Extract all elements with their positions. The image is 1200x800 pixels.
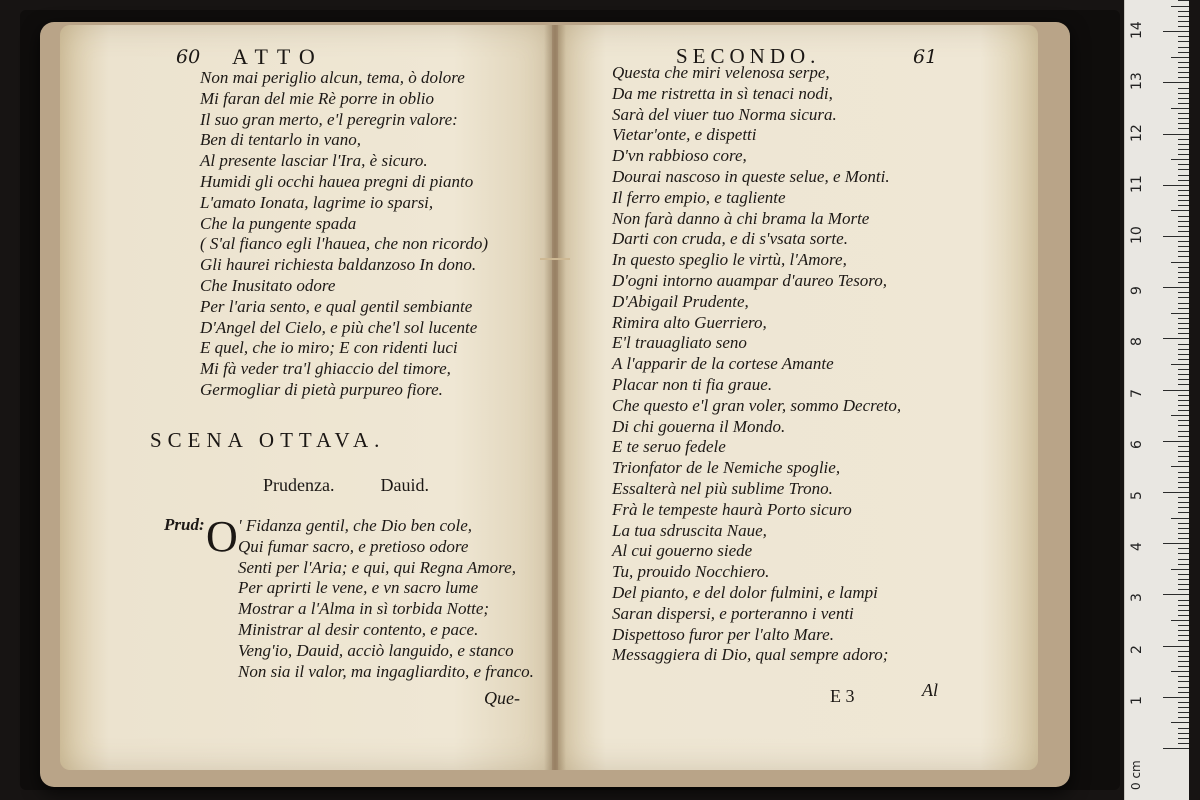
ruler-number: 6: [1129, 439, 1145, 449]
ruler-tick: [1178, 16, 1189, 17]
ruler-tick: [1178, 461, 1189, 462]
ruler-tick: [1178, 630, 1189, 631]
ruler-tick: [1178, 656, 1189, 657]
ruler-unit-label: 0 cm: [1129, 760, 1143, 790]
ruler-tick: [1178, 77, 1189, 78]
character-list: [263, 475, 429, 496]
ruler-tick: [1178, 282, 1189, 283]
ruler-tick: [1178, 743, 1189, 744]
ruler-tick: [1178, 405, 1189, 406]
ruler-tick: [1178, 425, 1189, 426]
ruler-tick: [1178, 359, 1189, 360]
ruler-number: 8: [1129, 337, 1145, 347]
measurement-ruler: [1124, 0, 1189, 800]
verse-line: Il ferro empio, e tagliente: [612, 187, 786, 207]
ruler-number: 1: [1129, 695, 1145, 705]
ruler-tick: [1178, 666, 1189, 667]
verse-line: Sarà del viuer tuo Norma sicura.: [612, 104, 837, 124]
ruler-tick: [1178, 26, 1189, 27]
ruler-tick: [1171, 620, 1189, 621]
ruler-tick: [1178, 169, 1189, 170]
ruler-number: 12: [1129, 123, 1145, 142]
ruler-tick: [1163, 185, 1189, 186]
ruler-tick: [1178, 692, 1189, 693]
verse-line: Dourai nascoso in queste selue, e Monti.: [612, 166, 890, 186]
ruler-tick: [1178, 615, 1189, 616]
ruler-number: 4: [1129, 542, 1145, 552]
verse-line: Frà le tempeste haurà Porto sicuro: [612, 499, 852, 519]
ruler-tick: [1178, 154, 1189, 155]
verse-line: Di chi gouerna il Mondo.: [612, 416, 786, 436]
left-page-number: 60: [176, 46, 201, 68]
verse-line: Al presente lasciar l'Ira, è sicuro.: [200, 151, 428, 171]
ruler-tick: [1178, 712, 1189, 713]
ruler-tick: [1163, 697, 1189, 698]
ruler-tick: [1178, 538, 1189, 539]
ruler-tick: [1178, 579, 1189, 580]
ruler-tick: [1171, 108, 1189, 109]
verse-line: Che la pungente spada: [200, 213, 357, 233]
ruler-tick: [1178, 564, 1189, 565]
ruler-tick: [1178, 251, 1189, 252]
ruler-tick: [1171, 518, 1189, 519]
ruler-tick: [1178, 687, 1189, 688]
scene-title: SCENA OTTAVA.: [150, 428, 386, 452]
ruler-tick: [1178, 446, 1189, 447]
ruler-tick: [1163, 543, 1189, 544]
ruler-tick: [1178, 676, 1189, 677]
ruler-tick: [1178, 610, 1189, 611]
ruler-tick: [1178, 144, 1189, 145]
verse-line: Al cui gouerno siede: [612, 541, 753, 561]
ruler-tick: [1178, 62, 1189, 63]
ruler-tick: [1178, 180, 1189, 181]
ruler-tick: [1178, 93, 1189, 94]
verse-line: Non sia il valor, ma ingagliardito, e franco.: [238, 661, 534, 681]
ruler-tick: [1178, 272, 1189, 273]
ruler-tick: [1178, 625, 1189, 626]
verse-line: Mi faran del mie Rè porre in oblio: [200, 88, 435, 108]
character-name: Prudenza.: [263, 475, 335, 495]
ruler-tick: [1178, 349, 1189, 350]
verse-line: Placar non ti fia graue.: [612, 374, 773, 394]
ruler-tick: [1171, 364, 1189, 365]
ruler-tick: [1163, 338, 1189, 339]
verse-line: E'l trauagliato seno: [612, 333, 747, 353]
ruler-tick: [1163, 748, 1189, 749]
right-page-number: 61: [913, 46, 938, 68]
ruler-tick: [1178, 333, 1189, 334]
ruler-tick: [1178, 472, 1189, 473]
ruler-tick: [1178, 507, 1189, 508]
verse-line: Senti per l'Aria; e qui, qui Regna Amore,: [238, 557, 516, 577]
ruler-tick: [1178, 139, 1189, 140]
ruler-tick: [1178, 431, 1189, 432]
verse-line: Ben di tentarlo in vano,: [200, 130, 362, 150]
verse-line: Per aprirti le vene, e vn sacro lume: [238, 578, 479, 598]
ruler-tick: [1171, 569, 1189, 570]
ruler-tick: [1178, 451, 1189, 452]
ruler-tick: [1178, 635, 1189, 636]
ruler-tick: [1178, 456, 1189, 457]
ruler-tick: [1178, 707, 1189, 708]
ruler-number: 2: [1129, 644, 1145, 654]
ruler-tick: [1178, 113, 1189, 114]
ruler-tick: [1178, 559, 1189, 560]
ruler-tick: [1178, 651, 1189, 652]
right-verse-block: [612, 63, 901, 666]
ruler-tick: [1178, 344, 1189, 345]
ruler-tick: [1178, 512, 1189, 513]
verse-line: E te seruo fedele: [612, 437, 726, 457]
ruler-tick: [1171, 6, 1189, 7]
ruler-tick: [1178, 267, 1189, 268]
ruler-tick: [1178, 231, 1189, 232]
ruler-tick: [1178, 640, 1189, 641]
left-catchword: Que-: [484, 688, 520, 708]
ruler-tick: [1178, 205, 1189, 206]
verse-line: Non farà danno à chi brama la Morte: [612, 208, 870, 228]
ruler-tick: [1178, 702, 1189, 703]
ruler-tick: [1178, 52, 1189, 53]
ruler-tick: [1178, 410, 1189, 411]
ruler-tick: [1178, 584, 1189, 585]
signature-mark: E 3: [830, 686, 855, 706]
right-catchword: Al: [922, 680, 938, 700]
verse-line: In questo speglio le virtù, l'Amore,: [612, 250, 847, 270]
ruler-tick: [1171, 466, 1189, 467]
ruler-tick: [1178, 497, 1189, 498]
ruler-tick: [1163, 134, 1189, 135]
verse-line: Humidi gli occhi hauea pregni di pianto: [200, 171, 474, 191]
ruler-tick: [1178, 98, 1189, 99]
ruler-tick: [1178, 328, 1189, 329]
ruler-number: 11: [1129, 174, 1145, 193]
ruler-tick: [1178, 11, 1189, 12]
ruler-tick: [1178, 533, 1189, 534]
ruler-tick: [1178, 241, 1189, 242]
ruler-tick: [1178, 195, 1189, 196]
verse-line: Mostrar a l'Alma in sì torbida Notte;: [238, 599, 490, 619]
character-name: Dauid.: [380, 475, 429, 495]
ruler-tick: [1178, 277, 1189, 278]
ruler-tick: [1178, 36, 1189, 37]
speech-verse-block: [238, 516, 534, 682]
ruler-tick: [1178, 72, 1189, 73]
ruler-number: 14: [1129, 21, 1145, 40]
ruler-tick: [1178, 717, 1189, 718]
ruler-tick: [1163, 594, 1189, 595]
ruler-tick: [1163, 82, 1189, 83]
binding-thread: [540, 258, 570, 260]
ruler-tick: [1178, 384, 1189, 385]
ruler-tick: [1178, 728, 1189, 729]
ruler-tick: [1163, 441, 1189, 442]
ruler-tick: [1178, 528, 1189, 529]
ruler-tick: [1178, 67, 1189, 68]
ruler-tick: [1178, 200, 1189, 201]
ruler-tick: [1178, 661, 1189, 662]
verse-line: Tu, prouido Nocchiero.: [612, 562, 770, 582]
verse-line: D'Abigail Prudente,: [612, 291, 749, 311]
verse-line: La tua sdruscita Naue,: [612, 520, 767, 540]
ruler-tick: [1178, 477, 1189, 478]
ruler-tick: [1178, 149, 1189, 150]
ruler-tick: [1163, 646, 1189, 647]
ruler-tick: [1178, 420, 1189, 421]
ruler-tick: [1171, 415, 1189, 416]
ruler-number: 7: [1129, 388, 1145, 398]
ruler-tick: [1178, 738, 1189, 739]
ruler-tick: [1178, 303, 1189, 304]
left-running-head: ATTO: [232, 44, 324, 69]
verse-line: Qui fumar sacro, e pretioso odore: [238, 536, 469, 556]
ruler-tick: [1178, 733, 1189, 734]
verse-line: ' Fidanza gentil, che Dio ben cole,: [238, 516, 473, 535]
ruler-tick: [1163, 492, 1189, 493]
ruler-tick: [1171, 210, 1189, 211]
ruler-tick: [1171, 159, 1189, 160]
ruler-tick: [1171, 57, 1189, 58]
ruler-number: 10: [1129, 226, 1145, 244]
ruler-tick: [1178, 128, 1189, 129]
ruler-tick: [1178, 256, 1189, 257]
ruler-tick: [1171, 262, 1189, 263]
ruler-tick: [1178, 318, 1189, 319]
ruler-number: 3: [1129, 593, 1145, 603]
ruler-tick: [1178, 190, 1189, 191]
ruler-tick: [1178, 379, 1189, 380]
verse-line: Da me ristretta in sì tenaci nodi,: [612, 83, 833, 103]
ruler-tick: [1178, 369, 1189, 370]
ruler-tick: [1178, 605, 1189, 606]
verse-line: Veng'io, Dauid, acciò languido, e stanco: [238, 640, 514, 660]
verse-line: Questa che miri velenosa serpe,: [612, 63, 830, 82]
ruler-tick: [1178, 482, 1189, 483]
ruler-tick: [1178, 292, 1189, 293]
verse-line: D'Angel del Cielo, e più che'l sol lucente: [200, 317, 478, 337]
ruler-tick: [1171, 671, 1189, 672]
verse-line: A l'apparir de la cortese Amante: [612, 354, 834, 374]
ruler-tick: [1178, 502, 1189, 503]
ruler-tick: [1178, 308, 1189, 309]
right-running-head: SECONDO.: [676, 44, 821, 68]
ruler-tick: [1178, 216, 1189, 217]
ruler-tick: [1178, 548, 1189, 549]
verse-line: ( S'al fianco egli l'hauea, che non ricordo): [200, 234, 489, 254]
ruler-tick: [1163, 236, 1189, 237]
ruler-tick: [1178, 118, 1189, 119]
ruler-tick: [1178, 589, 1189, 590]
verse-line: Rimira alto Guerriero,: [612, 312, 767, 332]
ruler-tick: [1163, 287, 1189, 288]
ruler-tick: [1178, 681, 1189, 682]
verse-line: Il suo gran merto, e'l peregrin valore:: [200, 109, 458, 129]
ruler-tick: [1178, 436, 1189, 437]
ruler-tick: [1163, 390, 1189, 391]
verse-line: Ministrar al desir contento, e pace.: [238, 619, 479, 639]
ruler-tick: [1178, 246, 1189, 247]
drop-cap: O: [206, 512, 238, 561]
ruler-tick: [1178, 164, 1189, 165]
ruler-tick: [1178, 47, 1189, 48]
verse-line: Gli haurei richiesta baldanzoso In dono.: [200, 255, 477, 275]
ruler-tick: [1178, 175, 1189, 176]
verse-line: Darti con cruda, e di s'vsata sorte.: [612, 229, 848, 249]
verse-line: Per l'aria sento, e qual gentil sembiante: [200, 296, 473, 316]
verse-line: Del pianto, e del dolor fulmini, e lampi: [612, 582, 878, 602]
verse-line: Non mai periglio alcun, tema, ò dolore: [200, 68, 465, 87]
verse-line: Messaggiera di Dio, qual sempre adoro;: [612, 645, 889, 665]
ruler-tick: [1178, 395, 1189, 396]
ruler-number: 13: [1129, 72, 1145, 91]
ruler-tick: [1178, 487, 1189, 488]
ruler-tick: [1178, 226, 1189, 227]
ruler-tick: [1178, 574, 1189, 575]
verse-line: Dispettoso furor per l'alto Mare.: [612, 624, 834, 644]
verse-line: Trionfator de le Nemiche spoglie,: [612, 458, 841, 478]
ruler-tick: [1178, 354, 1189, 355]
ruler-tick: [1178, 400, 1189, 401]
ruler-tick: [1178, 297, 1189, 298]
ruler-tick: [1178, 323, 1189, 324]
left-verse-block: [200, 68, 488, 401]
ruler-number: 5: [1129, 491, 1145, 500]
ruler-tick: [1178, 103, 1189, 104]
verse-line: D'ogni intorno auampar d'aureo Tesoro,: [612, 270, 888, 290]
verse-line: E quel, che io miro; E con ridenti luci: [200, 338, 458, 358]
ruler-tick: [1178, 374, 1189, 375]
ruler-tick: [1178, 553, 1189, 554]
verse-line: Essalterà nel più sublime Trono.: [612, 478, 833, 498]
verse-line: Vietar'onte, e dispetti: [612, 125, 757, 145]
verse-line: Che Inusitato odore: [200, 275, 336, 295]
verse-line: Mi fà veder tra'l ghiaccio del timore,: [200, 359, 451, 379]
ruler-tick: [1178, 523, 1189, 524]
verse-line: D'vn rabbioso core,: [612, 146, 747, 166]
ruler-tick: [1163, 31, 1189, 32]
ruler-tick: [1178, 221, 1189, 222]
ruler-number: 9: [1129, 286, 1145, 296]
ruler-tick: [1178, 21, 1189, 22]
verse-line: Saran dispersi, e porteranno i venti: [612, 603, 854, 623]
ruler-tick: [1178, 123, 1189, 124]
ruler-tick: [1178, 600, 1189, 601]
ruler-tick: [1178, 41, 1189, 42]
speaker-label: Prud:: [164, 515, 205, 534]
verse-line: Germogliar di pietà purpureo fiore.: [200, 379, 443, 399]
book-gutter: [544, 25, 566, 770]
ruler-tick: [1178, 88, 1189, 89]
ruler-tick: [1178, 0, 1189, 1]
verse-line: Che questo e'l gran voler, sommo Decreto,: [612, 395, 902, 415]
verse-line: L'amato Ionata, lagrime io sparsi,: [200, 192, 434, 212]
ruler-tick: [1171, 313, 1189, 314]
ruler-tick: [1171, 722, 1189, 723]
